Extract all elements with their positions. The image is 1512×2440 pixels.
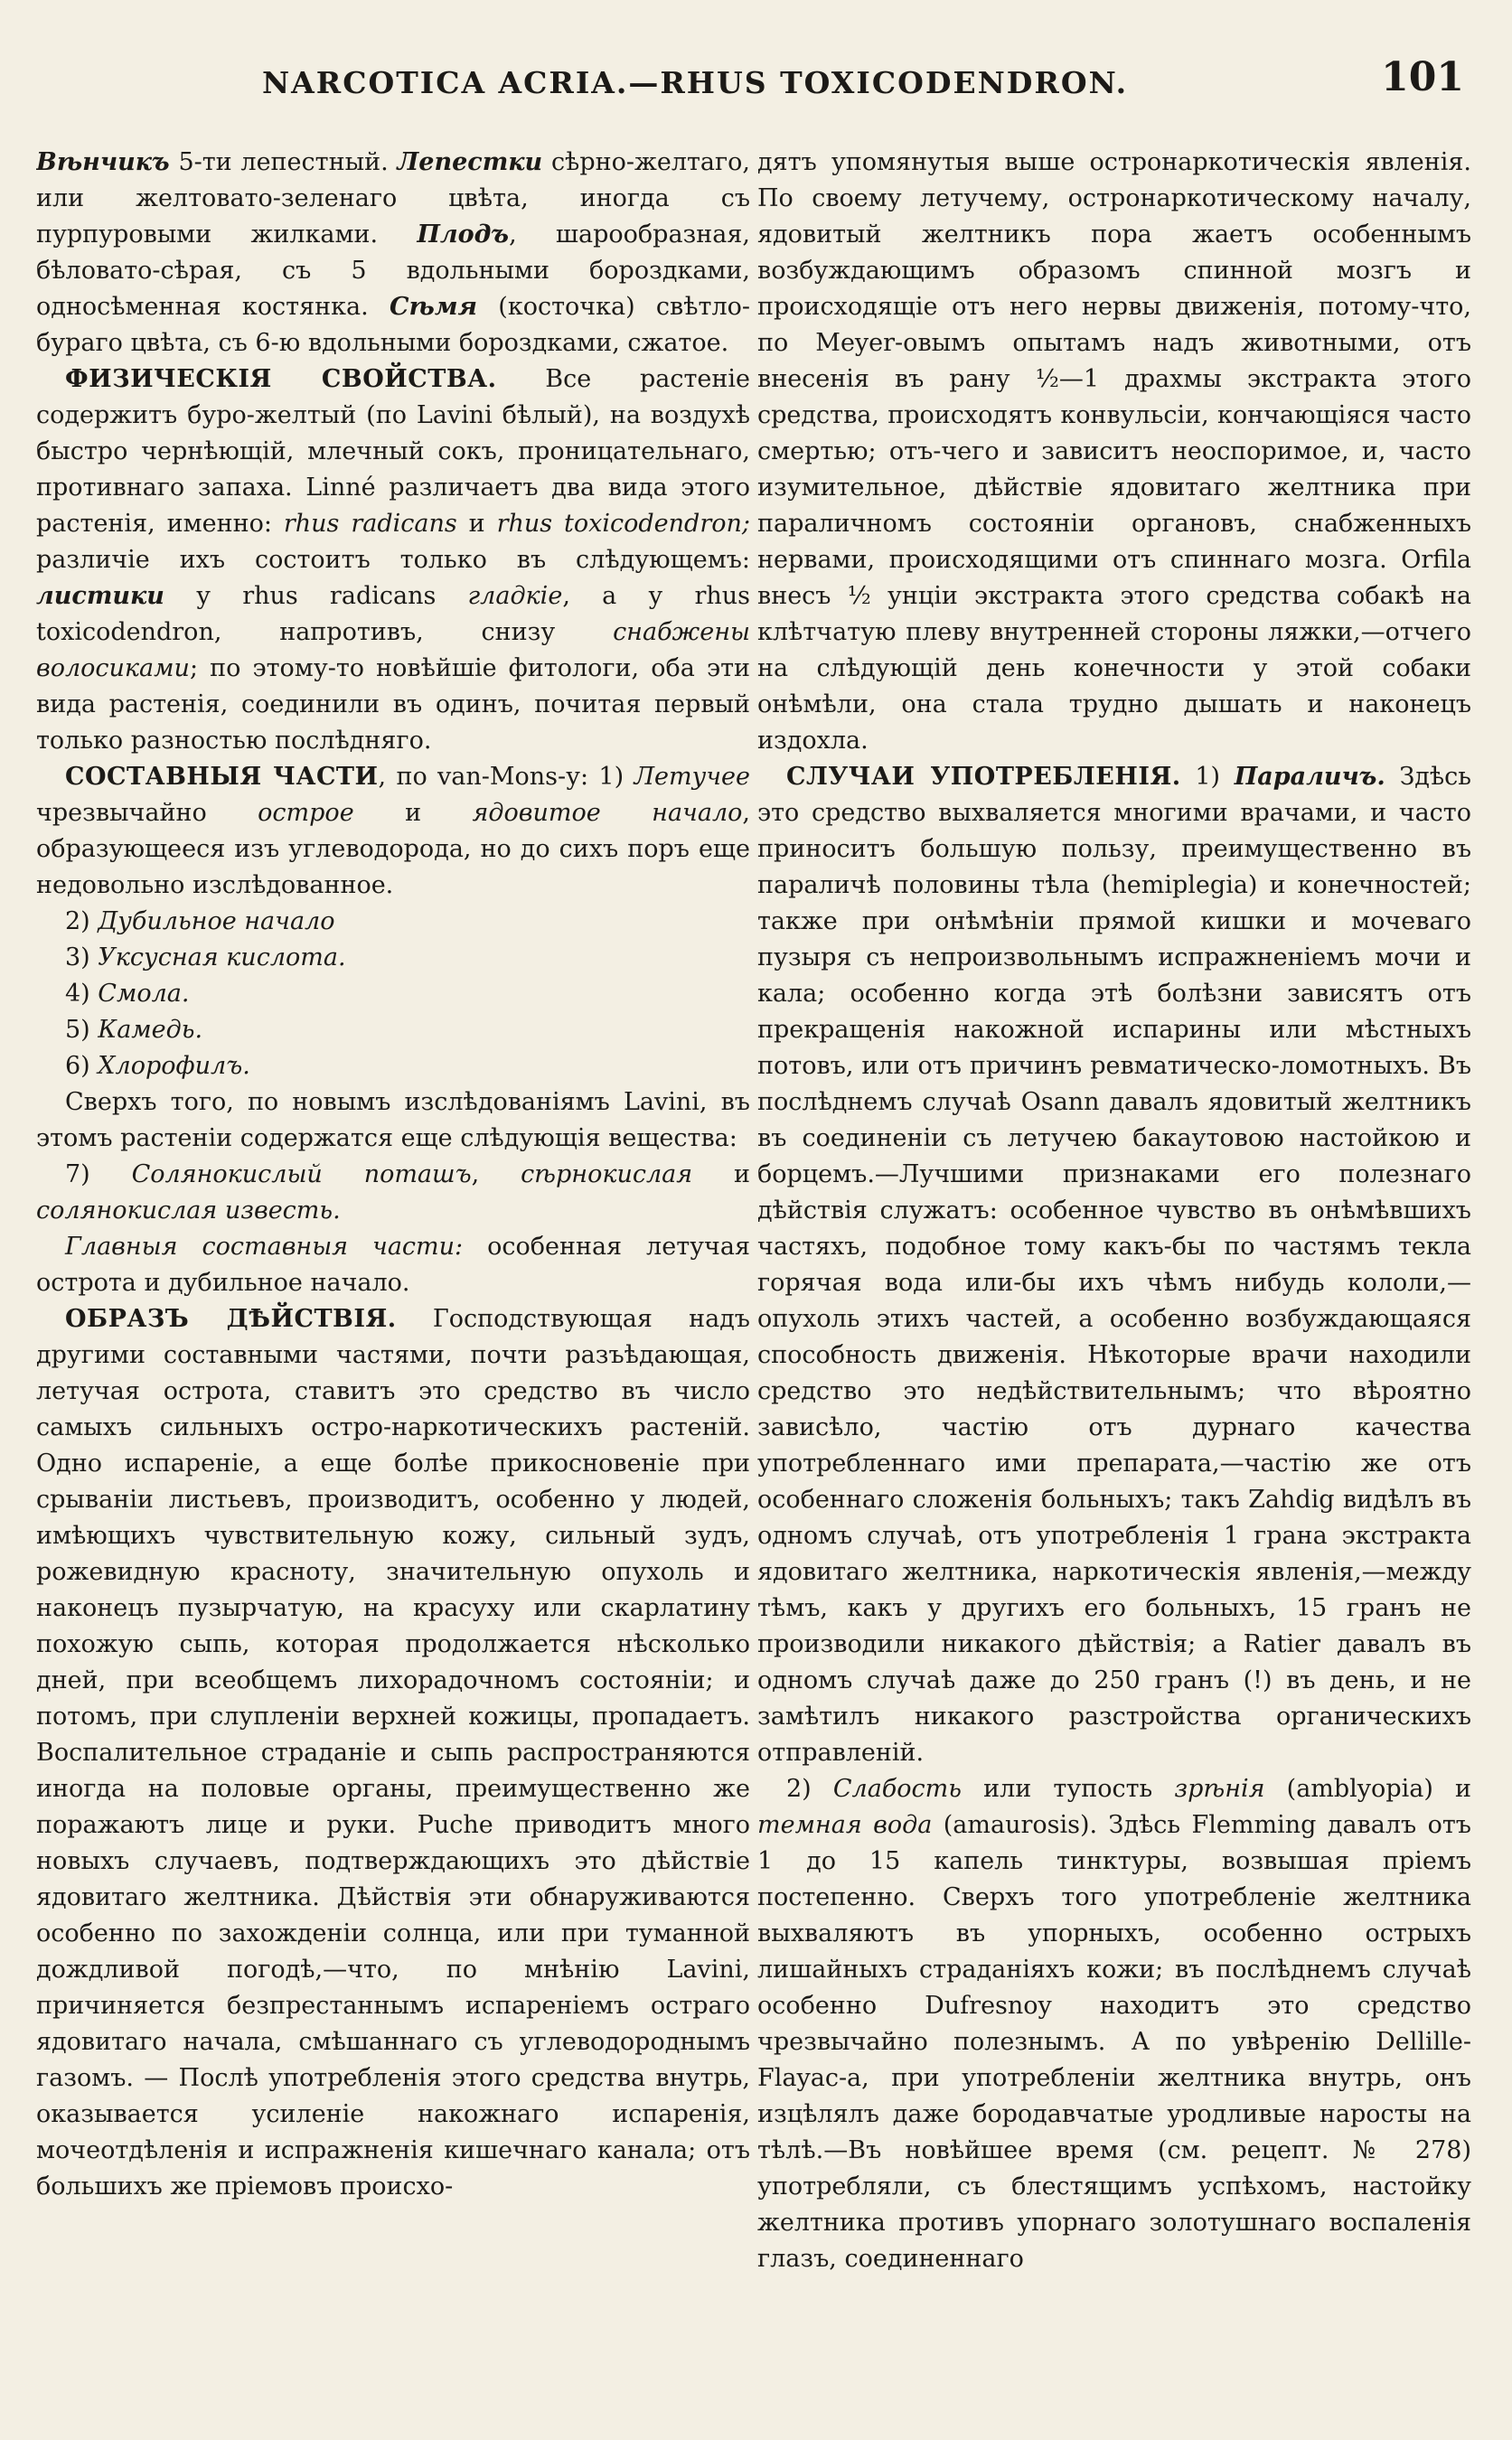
text-run: гладкіе (467, 582, 563, 610)
text-run: 5-ти лепестный. (169, 148, 398, 176)
text-run: ; по этому-то новѣйшіе фитологи, оба эти вида растенія, соединили въ одинъ, почитая первый только разностью послѣдняго. (36, 654, 750, 755)
text-run: Солянокислый поташъ (131, 1160, 472, 1188)
paragraph-main-components (36, 1229, 750, 1301)
text-run: Здѣсь это средство выхваляется многими врачами, и часто приноситъ большую пользу, преимущественно въ параличѣ половины тѣла (hemiplegia) и конечностей; также при онѣмѣніи прямой кишки и мочеваго пузыря съ непроизвольнымъ испражненіемъ мочи и кала; особенно когда этѣ болѣзни зависятъ отъ прекращенія накожной испарины или мѣстныхъ потовъ, или отъ причинъ ревматическо-ломотныхъ. Въ послѣднемъ случаѣ Osann давалъ ядовитый желтникъ въ соединеніи съ летучею бакаутовою настойкою и борцемъ.—Лучшими признаками его полезнаго дѣйствія служатъ: особенное чувство въ онѣмѣвшихъ частяхъ, подобное тому какъ-бы по частямъ текла горячая вода или-бы ихъ чѣмъ нибудь кололи,—опухоль этихъ частей, а особенно возбуждающаяся способность движенія. Нѣкоторые врачи находили средство это недѣйствительнымъ; что вѣроятно зависѣло, частію отъ дурнаго качества употребленнаго ими препарата,—частію же отъ особеннаго сложенія больныхъ; такъ Zahdig видѣлъ въ одномъ случаѣ, отъ употребленія 1 грана экстракта ядовитаго желтника, наркотическія явленія,—между тѣмъ, какъ у другихъ его больныхъ, 15 гранъ не производили никакого дѣйствія; а Ratier давалъ въ одномъ случаѣ даже до 250 гранъ (!) въ день, и не замѣтилъ никакого разстройства органическихъ отправленій. (757, 763, 1471, 1767)
text-run: , образующееся изъ углеводорода, но до сихъ поръ еще недовольно изслѣдованное. (36, 799, 750, 899)
list-item: 4) Смола. (65, 980, 190, 1008)
text-run: Летучее (634, 763, 750, 791)
text-run: особенная летучая острота и дубильное начало. (36, 1233, 750, 1297)
running-header (36, 54, 1464, 116)
text-run: листики (36, 582, 164, 610)
text-run: темная вода (757, 1811, 933, 1839)
text-run: и (353, 799, 473, 827)
text-run: или тупость (961, 1775, 1175, 1803)
text-run: острое (258, 799, 354, 827)
paragraph-cases-of-use (757, 759, 1471, 1771)
text-run: Параличъ. (1234, 763, 1385, 791)
text-run: сѣрнокислая (521, 1160, 693, 1188)
text-run: 1) (1180, 763, 1235, 791)
section-heading: ФИЗИЧЕСКІЯ СВОЙСТВА. (65, 365, 497, 393)
text-run: чрезвычайно (36, 799, 258, 827)
list-item: 5) Камедь. (65, 1016, 203, 1044)
text-run: Лепестки (397, 148, 543, 176)
text-run: дятъ упомянутыя выше остронаркотическія явленія. По своему летучему, остронаркотическому началу, ядовитый желтникъ пора жаетъ особеннымъ возбуждающимъ образомъ спинной мозгъ и происходящіе отъ него нервы движенія, потому-что, по Meyer-овымъ опытамъ надъ животными, отъ внесенія въ рану ½—1 драхмы экстракта этого средства, происходятъ конвульсіи, кончающіяся часто смертью; отъ-чего и зависитъ неоспоримое, и, часто изумительное, дѣйствіе ядовитаго желтника при параличномъ состояніи органовъ, снабженныхъ нервами, происходящими отъ спиннаго мозга. Orfila внесъ ½ унціи экстракта этого средства собакѣ на клѣтчатую плеву внутренней стороны ляжки,—отчего на слѣдующій день конечности у этой собаки онѣмѣли, она стала трудно дышать и наконецъ издохла. (757, 148, 1471, 755)
text-run: Все растеніе содержитъ буро-желтый (по Lavini бѣлый), на воздухѣ быстро чернѣющій, млечный сокъ, проницательнаго, противнаго запаха. Linné различаетъ два вида этого растенія, именно: (36, 365, 750, 538)
section-heading: СЛУЧАИ УПОТРЕБЛЕНІЯ. (786, 763, 1181, 791)
text-run: ядовитое начало (472, 799, 743, 827)
paragraph-action-continued (757, 145, 1471, 759)
page-number: 101 (1381, 54, 1464, 100)
text-run: , шарообразная, бѣловато-сѣрая, съ 5 вдольными бороздками, односѣменная костянка. (36, 221, 750, 321)
text-run: rhus toxicodendron; (496, 510, 750, 538)
text-run: и (456, 510, 497, 538)
paragraph-additional (36, 1084, 750, 1157)
text-run: снабжены волосиками (36, 618, 750, 682)
list-item: 3) Уксусная кислота. (65, 943, 346, 971)
text-run: Плодъ (417, 221, 510, 249)
text-run: Господствующая надъ другими составными частями, почти разъѣдающая, летучая острота, ставитъ это средство въ число самыхъ сильныхъ остро-наркотическихъ растеній. Одно испареніе, а еще болѣе прикосновеніе при срываніи листьевъ, производитъ, особенно у людей, имѣющихъ чувствительную кожу, сильный зудъ, рожевидную красноту, значительную опухоль и наконецъ пузырчатую, на красуху или скарлатину похожую сыпь, которая продолжается нѣсколько дней, при всеобщемъ лихорадочномъ состояніи; и потомъ, при слупленіи верхней кожицы, пропадаетъ. Воспалительное страданіе и сыпь распространяются иногда на половые органы, преимущественно же поражаютъ лице и руки. Puche приводитъ много новыхъ случаевъ, подтверждающихъ это дѣйствіе ядовитаго желтника. Дѣйствія эти обнаруживаются особенно по захожденіи солнца, или при туманной дождливой погодѣ,—что, по мнѣнію Lavini, причиняется безпрестаннымъ испареніемъ остраго ядовитаго начала, смѣшаннаго съ углеводороднымъ газомъ. — Послѣ употребленія этого средства внутрь, оказывается усиленіе накожнаго испаренія, мочеотдѣленія и испражненія кишечнаго канала; отъ большихъ же пріемовъ происхо- (36, 1305, 750, 2201)
text-run: Слабость (832, 1775, 962, 1803)
text-run: rhus radicans (283, 510, 457, 538)
left-column (36, 145, 750, 2422)
text-run: Главныя составныя части: (65, 1233, 464, 1261)
right-column (757, 145, 1471, 2422)
paragraph-mode-of-action (36, 1301, 750, 2205)
list-item: 6) Хлорофилъ. (65, 1052, 250, 1080)
section-heading: ОБРАЗЪ ДѢЙСТВІЯ. (65, 1305, 397, 1333)
paragraph-description (36, 145, 750, 361)
text-run: и (692, 1160, 750, 1188)
text-run: солянокислая известь. (36, 1197, 341, 1225)
text-run: 2) (786, 1775, 833, 1803)
text-run: , по van-Mons-у: 1) (378, 763, 634, 791)
text-run: различіе ихъ состоитъ только въ слѣдующемъ: (36, 546, 750, 574)
text-run: зрѣнія (1174, 1775, 1265, 1803)
component-list (36, 904, 750, 1084)
text-run: Сверхъ того, по новымъ изслѣдованіямъ Lavini, въ этомъ растеніи содержатся еще слѣдующія вещества: (36, 1088, 750, 1152)
text-run: , (471, 1160, 521, 1188)
text-run: (косточка) свѣтло-бураго цвѣта, съ 6-ю вдольными бороздками, сжатое. (36, 293, 750, 357)
text-run: у rhus radicans (164, 582, 468, 610)
section-heading: СОСТАВНЫЯ ЧАСТИ (65, 763, 379, 791)
text-run: 7) (65, 1160, 132, 1188)
paragraph-cases-2 (757, 1771, 1471, 2277)
paragraph-physical-properties (36, 361, 750, 759)
text-run: сѣрно-желтаго, или желтовато-зеленаго цвѣта, иногда съ пурпуровыми жилками. (36, 148, 750, 249)
paragraph-item-7 (36, 1157, 750, 1229)
running-title: NARCOTICA ACRIA.—RHUS TOXICODENDRON. (262, 65, 1129, 100)
text-run: , а у rhus toxicodendron, напротивъ, снизу (36, 582, 750, 646)
text-run: (amblyopia) и (1264, 1775, 1471, 1803)
text-run: (amaurosis). Здѣсь Flemming давалъ отъ 1 до 15 капель тинктуры, возвышая пріемъ постепенно. Сверхъ того употребленіе желтника выхваляютъ въ упорныхъ, особенно острыхъ лишайныхъ страданіяхъ кожи; въ послѣднемъ случаѣ особенно Dufresnoy находитъ это средство чрезвычайно полезнымъ. А по увѣренію Dellille-Flayac-а, при употребленіи желтника внутрь, онъ изцѣлялъ даже бородавчатые уродливые наросты на тѣлѣ.—Въ новѣйшее время (см. рецепт. № 278) употребляли, съ блестящимъ успѣхомъ, настойку желтника противъ упорнаго золотушнаго воспаленія глазъ, соединеннаго (757, 1811, 1471, 2273)
text-run: Вѣнчикъ (36, 148, 170, 176)
text-run: Сѣмя (390, 293, 477, 321)
paragraph-components (36, 759, 750, 904)
list-item: 2) Дубильное начало (65, 907, 335, 935)
